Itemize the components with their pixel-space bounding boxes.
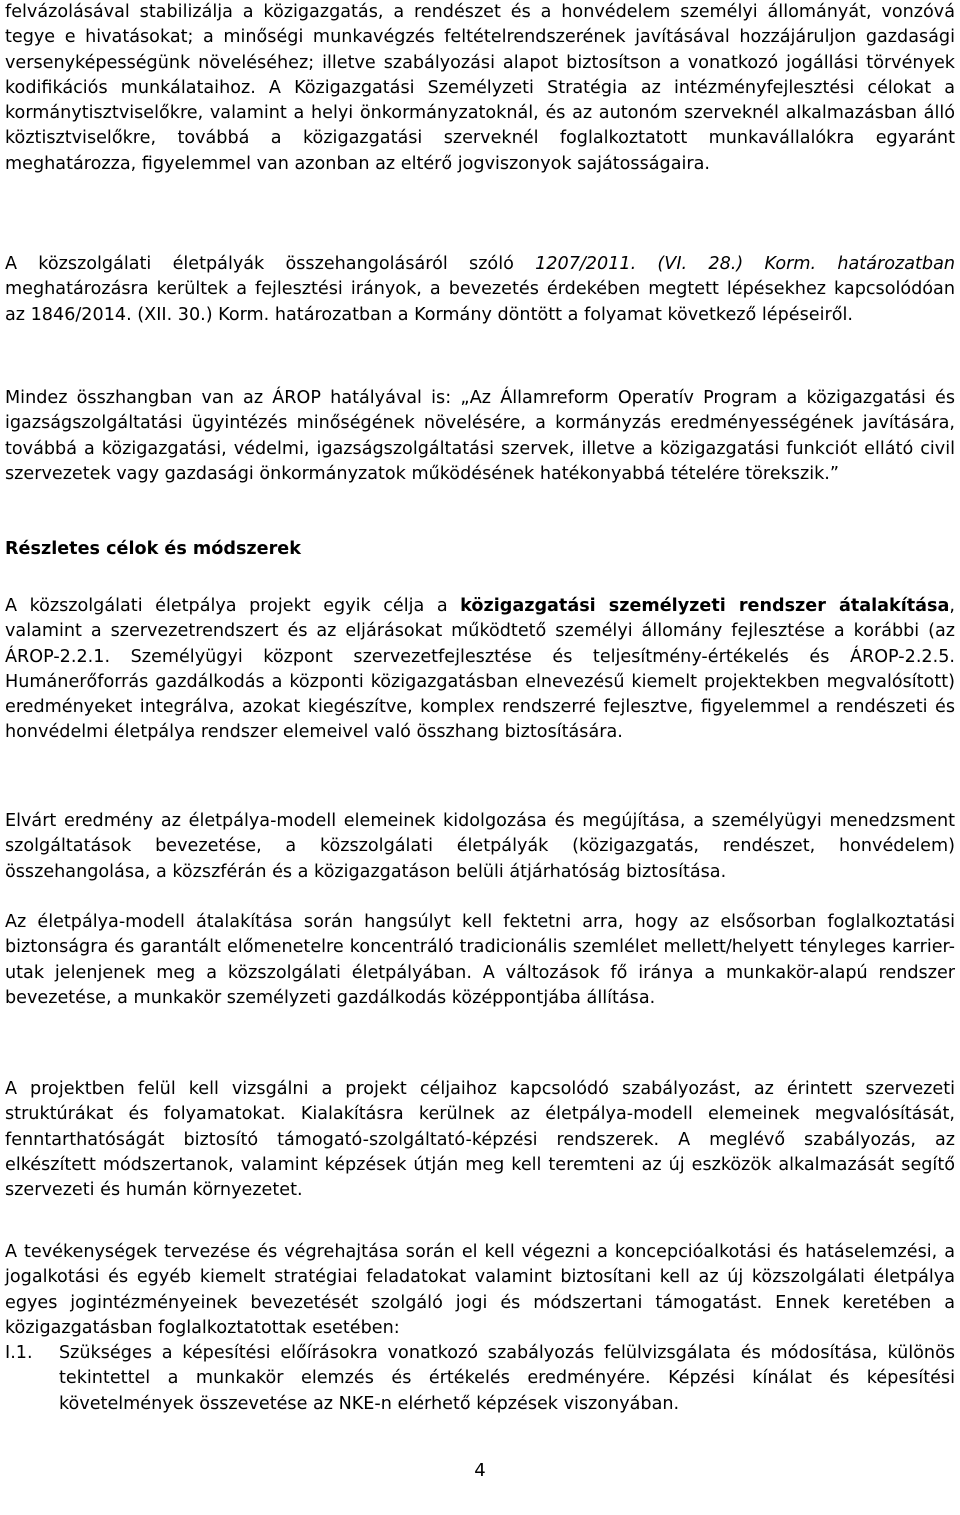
paragraph-expected-result: Elvárt eredmény az életpálya-modell elemeinek kidolgozása és megújítása, a személyügyi menedzsment szolgáltatások bevezetése, a közszolgálati életpályák (közigazgatás, rendészet, honvédelem) összehangolása, a közszférán és a közigazgatáson belüli átjárhatóság biztosítása. [5,811,955,882]
page-number: 4 [474,1460,486,1481]
paragraph-text: , valamint a szervezetrendszert és az eljárásokat működtető személyi állomány fejlesztése a korábbi (az ÁROP-2.2.1. Személyügyi központ szervezetfejlesztése és teljesítmény-értékelés és ÁROP-2.2.5. Humánerőforrás gazdálkodás a központi közigazgatásban elnevezésű kiemelt projektekben megvalósított) eredményeket integrálva, azokat kiegészítve, komplex rendszerré fejlesztve, figyelemmel a rendészeti és honvédelmi életpálya rendszer elemeivel való összhang biztosítására. [5,596,955,743]
paragraph-regulation-review: A projektben felül kell vizsgálni a projekt céljaihoz kapcsolódó szabályozást, az érintett szervezeti struktúrákat és folyamatokat. Kialakításra kerülnek az életpálya-modell elemeinek megvalósítását, fenntarthatóságát biztosító támogató-szolgáltató-képzési rendszerek. A meglévő szabályozás, az elkészített módszertanok, valamint képzések útján meg kell teremteni az új eszközök alkalmazását segítő szervezeti és humán környezetet. [5,1079,955,1201]
paragraph-activities: A tevékenységek tervezése és végrehajtása során el kell végezni a koncepcióalkotási és hatáselemzési, a jogalkotási és egyéb kiemelt stratégiai feladatokat valamint biztosítani kell az új közszolgálati életpálya egyes jogintézményeinek bevezetését szolgáló jogi és módszertani támogatást. Ennek keretében a közigazgatásban foglalkoztatottak esetében: [5,1242,955,1338]
paragraph-career-model: Az életpálya-modell átalakítása során hangsúlyt kell fektetni arra, hogy az elsősorban foglalkoztatási biztonságra és garantált előmenetelre koncentráló tradicionális szemlélet mellett/helyett tényleges karrier-utak jelenjenek meg a közszolgálati életpályában. A változások fő iránya a munkakör-alapú rendszer bevezetése, a munkakör személyzeti gazdálkodás középpontjába állítása. [5,912,955,1008]
list-item [5,1341,955,1417]
emphasized-goal: közigazgatási személyzeti rendszer átalakítása [460,596,950,616]
section-heading: Részletes célok és módszerek [5,539,301,559]
paragraph-text: A közszolgálati életpályák összehangolásáról szóló [5,254,536,274]
paragraph-project-goal [5,594,955,746]
paragraph-arop-scope: Mindez összhangban van az ÁROP hatályával is: „Az Államreform Operatív Program a közigazgatási és igazságszolgáltatási ügyintézés minőségének növelésére, a kormányzás eredményességének javítására, továbbá a közigazgatási, védelmi, igazságszolgáltatási szervek, illetve a közigazgatási funkciót ellátó civil szervezetek vagy gazdasági önkormányzatok működésének hatékonyabbá tételére törekszik.” [5,388,955,484]
list-item-number: I.1. [5,1343,33,1363]
paragraph-government-decision [5,252,955,328]
decision-reference: 1207/2011. (VI. 28.) Korm. határozatban [535,254,955,274]
paragraph-text: meghatározásra kerültek a fejlesztési irányok, a bevezetés érdekében megtett lépésekhez kapcsolódóan az 1846/2014. (XII. 30.) Korm. határozatban a Kormány döntött a folyamat következő lépéseiről. [5,279,955,325]
list-item-text: Szükséges a képesítési előírásokra vonatkozó szabályozás felülvizsgálata és módosítása, különös tekintettel a munkakör elemzés és értékelés eredményére. Képzési kínálat és képesítési követelmények összevetése az NKE-n elérhető képzések viszonyában. [59,1343,955,1414]
paragraph-strategy-intro: felvázolásával stabilizálja a közigazgatás, a rendészet és a honvédelem személyi állományát, vonzóvá tegye e hivatásokat; a minőségi munkavégzés feltételrendszerének javításával hozzájáruljon gazdasági versenyképességünk növeléséhez; illetve szabályozási alapot biztosítson a vonatkozó jogállási törvények kodifikációs munkálataihoz. A Közigazgatási Személyzeti Stratégia az intézményfejlesztési célokat a kormánytisztviselőkre, valamint a helyi önkormányzatoknál, és az autonóm szerveknél alkalmazásban álló köztisztviselőkre, továbbá a közigazgatási szerveknél foglalkoztatott munkavállalókra egyaránt meghatározza, figyelemmel van azonban az eltérő jogviszonyok sajátosságaira. [5,2,955,174]
paragraph-text: A közszolgálati életpálya projekt egyik célja a [5,596,461,616]
